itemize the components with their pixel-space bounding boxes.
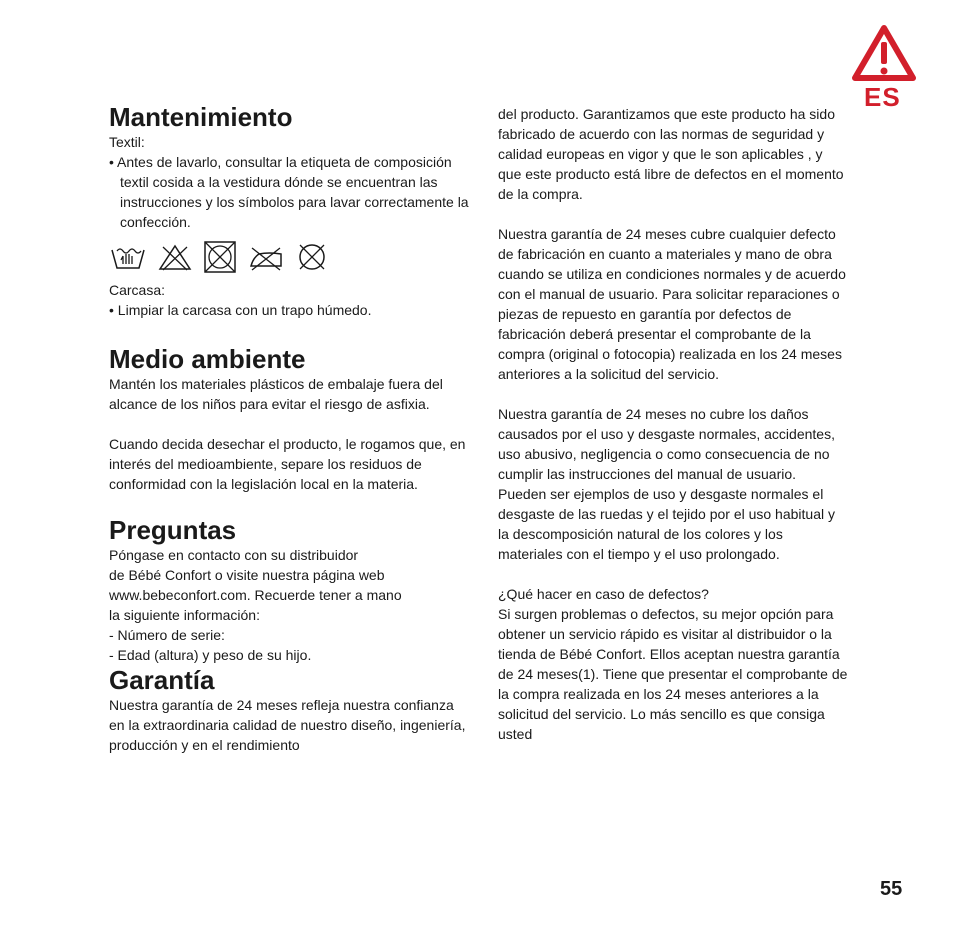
medio-ambiente-paragraph-1: Mantén los materiales plásticos de embalaje fuera del alcance de los niños para evitar el riesgo de asfixia. [109,376,443,412]
heading-medio-ambiente: Medio ambiente [109,344,306,374]
do-not-bleach-icon [157,242,193,272]
do-not-iron-icon [247,242,285,272]
carcasa-bullet: • Limpiar la carcasa con un trapo húmedo. [109,302,372,318]
garantia-paragraph-3: Nuestra garantía de 24 meses cubre cualquier defecto de fabricación en cuanto a materiales y mano de obra cuando se utiliza en condiciones normales y de acuerdo con el manual de usuario. Para solicitar reparaciones o piezas de repuesto en garantía por defectos de fabricación deberá presentar el comprobante de la compra (original o fotocopia) realizada en los 24 meses anteriores a la solicitud del servicio. [498,226,846,382]
preguntas-line-6: - Edad (altura) y peso de su hijo. [109,647,312,663]
textil-bullet: • Antes de lavarlo, consultar la etiqueta de composición textil cosida a la vestidura dónde se encuentran las instrucciones y los símbolos para lavar correctamente la confección. [109,154,469,230]
defects-question: ¿Qué hacer en caso de defectos? [498,586,709,602]
preguntas-line-2: de Bébé Confort o visite nuestra página web [109,567,385,583]
garantia-paragraph-1: Nuestra garantía de 24 meses refleja nuestra confianza en la extraordinaria calidad de nuestro diseño, ingeniería, producción y en el rendimiento [109,697,466,753]
preguntas-line-4: la siguiente información: [109,607,260,623]
heading-garantia: Garantía [109,665,215,695]
do-not-tumble-dry-icon [203,240,237,274]
textil-label: Textil: [109,134,145,150]
preguntas-line-3: www.bebeconfort.com. Recuerde tener a mano [109,587,402,603]
left-column [109,102,469,755]
section-preguntas [109,515,469,665]
right-column [498,104,848,744]
section-medio-ambiente [109,344,469,494]
care-symbols [109,240,469,274]
carcasa-label: Carcasa: [109,282,166,298]
section-mantenimiento [109,102,469,320]
hand-wash-icon [109,242,147,272]
page-number: 55 [880,878,903,900]
medio-ambiente-paragraph-2: Cuando decida desechar el producto, le rogamos que, en interés del medioambiente, separe los residuos de conformidad con la legislación local en la materia. [109,436,466,492]
preguntas-line-1: Póngase en contacto con su distribuidor [109,547,359,563]
garantia-paragraph-4: Nuestra garantía de 24 meses no cubre los daños causados por el uso y desgaste normales, accidentes, uso abusivo, negligencia o como consecuencia de no cumplir las instrucciones del manual de usuario. Pueden ser ejemplos de uso y desgaste normales el desgaste de las ruedas y el tejido por el uso habitual y la descomposición natural de los colores y los materiales con el tiempo y el uso prolongado. [498,406,835,562]
preguntas-line-5: - Número de serie: [109,627,225,643]
garantia-paragraph-2: del producto. Garantizamos que este producto ha sido fabricado de acuerdo con las normas de seguridad y calidad europeas en vigor y que le son aplicables , y que este producto está libre de defectos en el momento de la compra. [498,106,844,202]
do-not-dry-clean-icon [295,242,329,272]
warning-triangle-icon [851,24,917,84]
heading-preguntas: Preguntas [109,515,237,545]
garantia-paragraph-5: Si surgen problemas o defectos, su mejor opción para obtener un servicio rápido es visitar al distribuidor o la tienda de Bébé Confort. Ellos aceptan nuestra garantía de 24 meses(1). Tiene que presentar el comprobante de la compra realizada en los 24 meses anteriores a la solicitud del servicio. Lo más sencillo es que consiga usted [498,606,848,742]
language-code: ES [864,82,901,112]
section-garantia [109,665,469,755]
heading-mantenimiento: Mantenimiento [109,102,293,132]
